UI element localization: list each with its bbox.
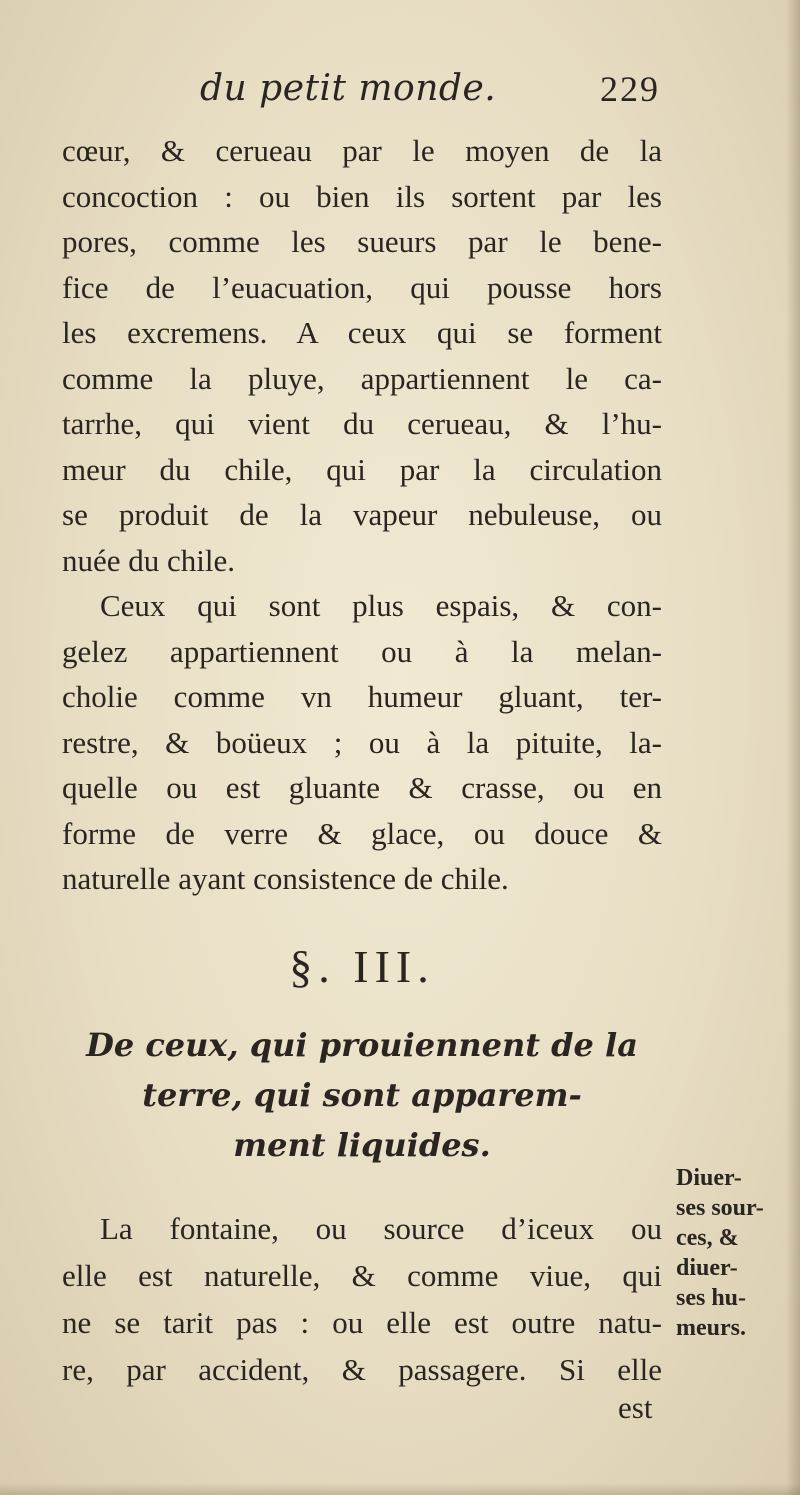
main-text xyxy=(62,128,662,902)
subtitle-line: ment liquides. xyxy=(233,1126,491,1164)
text-line: La fontaine, ou source d’iceux ou xyxy=(100,1211,662,1246)
margin-note xyxy=(676,1163,796,1343)
margin-note-line: ses sour- xyxy=(676,1195,764,1221)
text-line: Ceux qui sont plus espais, & con- xyxy=(100,588,662,623)
section-text xyxy=(62,1205,662,1393)
text-line: pores, comme les sueurs par le bene- xyxy=(62,224,662,259)
margin-note-line: ses hu- xyxy=(676,1285,747,1311)
text-line: fice de l’euacuation, qui pousse hors xyxy=(62,269,662,305)
margin-note-line: ces, & xyxy=(676,1225,739,1251)
text-line: nuée du chile. xyxy=(62,542,236,578)
section-heading: §. III. xyxy=(289,941,435,992)
text-line: restre, & boüeux ; ou à la pituite, la- xyxy=(62,724,662,760)
catchword: est xyxy=(618,1390,653,1425)
text-line: cholie comme vn humeur gluant, ter- xyxy=(62,679,662,714)
margin-note-line: Diuer- xyxy=(676,1165,742,1191)
text-line: naturelle ayant consistence de chile. xyxy=(62,861,509,896)
section-subtitle xyxy=(62,1020,662,1170)
text-line: quelle ou est gluante & crasse, ou en xyxy=(62,770,662,805)
margin-note-line: diuer- xyxy=(676,1255,738,1281)
text-line: tarrhe, qui vient du cerueau, & l’hu- xyxy=(62,406,662,441)
text-line: re, par accident, & passagere. Si elle xyxy=(62,1352,662,1387)
text-line: les excremens. A ceux qui se forment xyxy=(62,315,662,350)
subtitle-line: terre, qui sont apparem- xyxy=(142,1076,582,1114)
page-number: 229 xyxy=(600,69,660,109)
text-line: ne se tarit pas : ou elle est outre natu- xyxy=(62,1305,662,1340)
text-line: forme de verre & glace, ou douce & xyxy=(62,815,662,851)
text-line: meur du chile, qui par la circulation xyxy=(62,451,662,487)
text-line: comme la pluye, appartiennent le ca- xyxy=(62,360,662,396)
text-line: concoction : ou bien ils sortent par les xyxy=(62,178,662,214)
text-line: se produit de la vapeur nebuleuse, ou xyxy=(62,497,662,532)
margin-note-line: meurs. xyxy=(676,1315,746,1341)
page-header xyxy=(200,68,660,118)
subtitle-line: De ceux, qui prouiennent de la xyxy=(86,1026,638,1064)
text-line: elle est naturelle, & comme viue, qui xyxy=(62,1258,662,1293)
page-bottom-shadow xyxy=(0,1483,800,1495)
running-head: du petit monde. xyxy=(200,68,497,109)
text-line: cœur, & cerueau par le moyen de la xyxy=(62,133,662,168)
text-line: gelez appartiennent ou à la melan- xyxy=(62,633,662,669)
